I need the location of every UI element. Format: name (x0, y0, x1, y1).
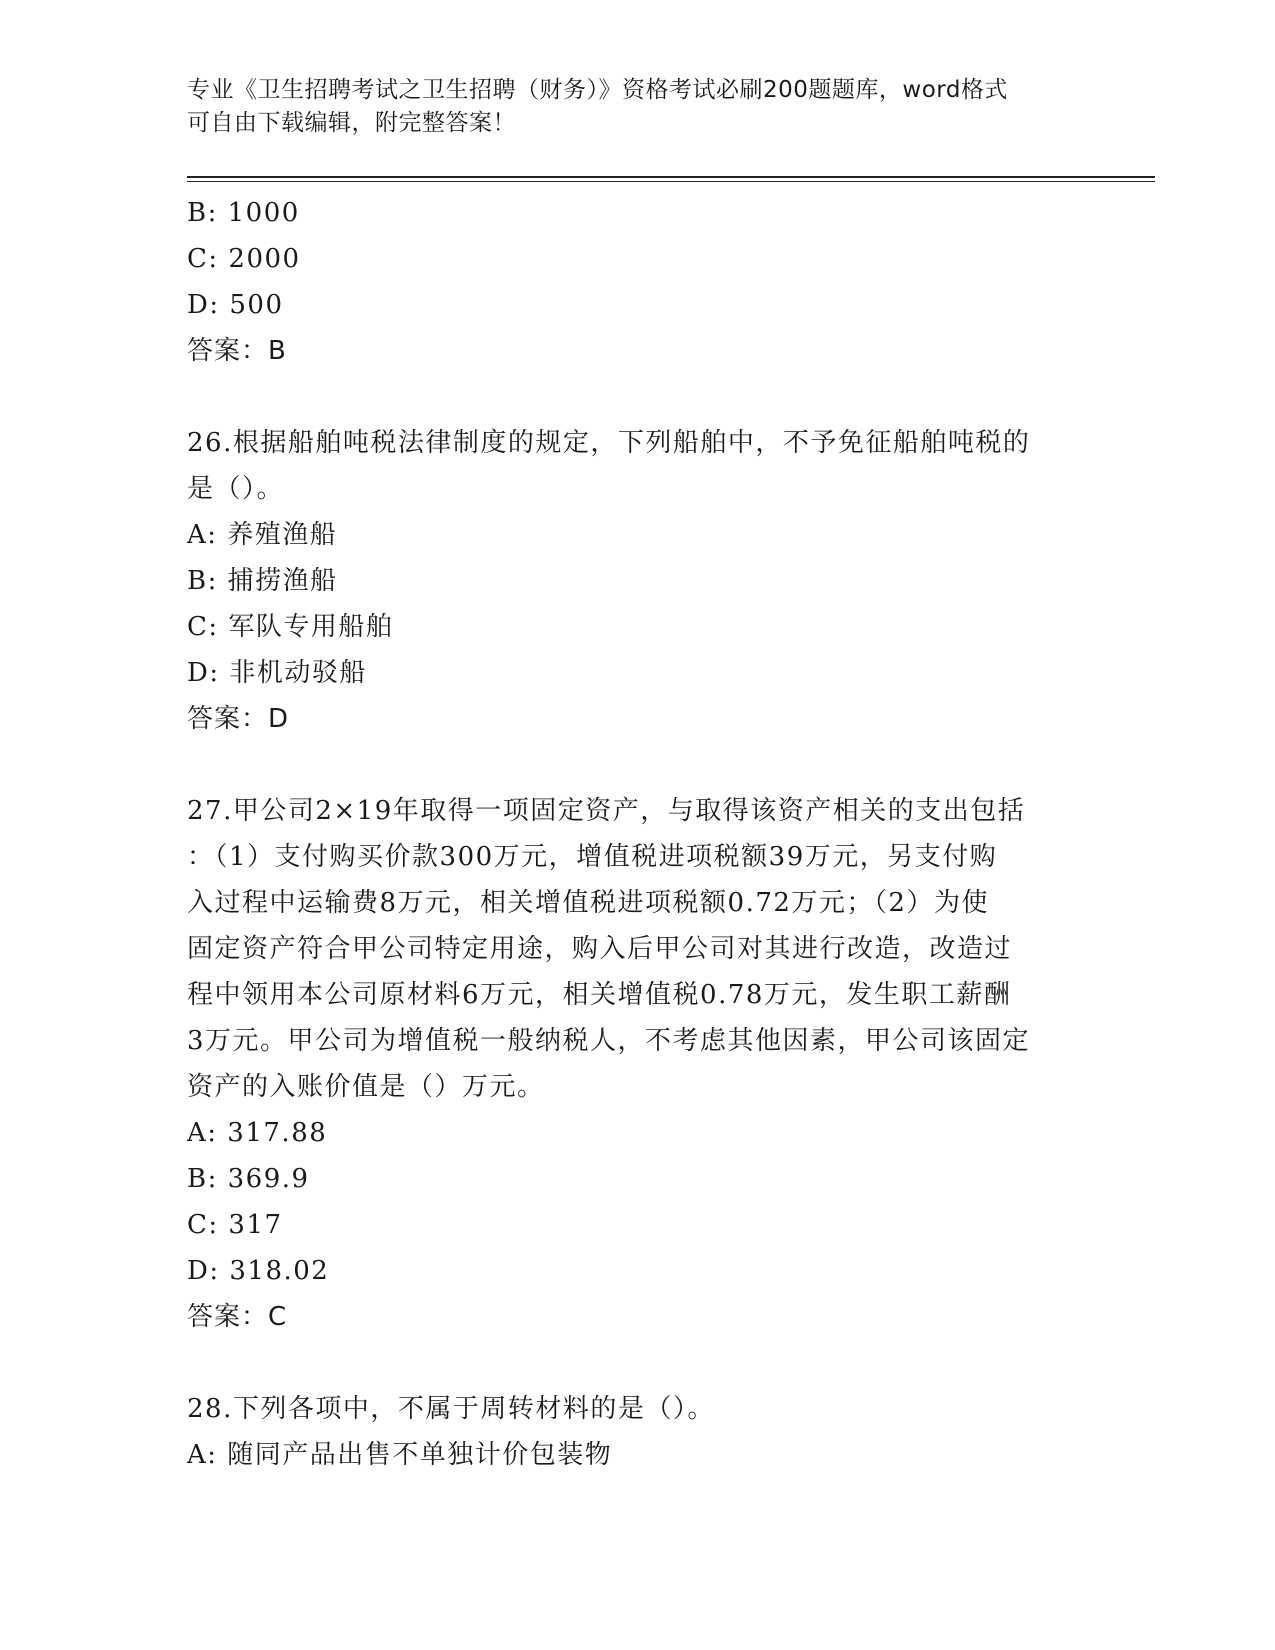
q27-stem-line-2: ：（1）支付购买价款300万元，增值税进项税额39万元，另支付购 (187, 842, 998, 872)
q27-option-b: B: 369.9 (187, 1164, 310, 1194)
q27-stem-line-7: 资产的入账价值是（）万元。 (187, 1072, 545, 1102)
q27-option-a: A: 317.88 (187, 1118, 328, 1148)
header-line-2: 可自由下载编辑，附完整答案！ (187, 110, 516, 136)
header-divider-thick (187, 176, 1155, 178)
q26-answer: 答案：D (187, 704, 290, 734)
q26-option-a: A: 养殖渔船 (187, 520, 338, 550)
spacer (187, 374, 1087, 420)
q25-option-c: C: 2000 (187, 244, 301, 274)
q27-stem-line-6: 3万元。甲公司为增值税一般纳税人，不考虑其他因素，甲公司该固定 (187, 1026, 1031, 1056)
q26-stem-line-2: 是（）。 (187, 474, 285, 504)
q25-answer: 答案：B (187, 336, 287, 366)
q26-option-d: D: 非机动驳船 (187, 658, 367, 688)
header-line-1: 专业《卫生招聘考试之卫生招聘（财务）》资格考试必刷200题题库，word格式 (187, 77, 1008, 103)
q25-option-d: D: 500 (187, 290, 284, 320)
q26-stem-line-1: 26.根据船舶吨税法律制度的规定，下列船舶中，不予免征船舶吨税的 (187, 428, 1031, 458)
q27-option-c: C: 317 (187, 1210, 283, 1240)
question-25 (187, 190, 1087, 374)
question-27 (187, 788, 1087, 1340)
q28-option-a: A: 随同产品出售不单独计价包装物 (187, 1440, 613, 1470)
question-list (187, 190, 1087, 1478)
spacer (187, 1340, 1087, 1386)
q27-stem-line-5: 程中领用本公司原材料6万元，相关增值税0.78万元，发生职工薪酬 (187, 980, 1012, 1010)
q26-option-c: C: 军队专用船舶 (187, 612, 394, 642)
question-28 (187, 1386, 1087, 1478)
document-header (187, 74, 1067, 140)
q26-option-b: B: 捕捞渔船 (187, 566, 338, 596)
header-divider-thin (187, 181, 1155, 182)
q27-answer: 答案：C (187, 1302, 288, 1332)
q28-stem-line-1: 28.下列各项中，不属于周转材料的是（）。 (187, 1394, 715, 1424)
q27-stem-line-3: 入过程中运输费8万元，相关增值税进项税额0.72万元；（2）为使 (187, 888, 989, 918)
q27-stem-line-1: 27.甲公司2×19年取得一项固定资产，与取得该资产相关的支出包括 (187, 796, 1026, 826)
q25-option-b: B: 1000 (187, 198, 300, 228)
question-26 (187, 420, 1087, 742)
q27-stem-line-4: 固定资产符合甲公司特定用途，购入后甲公司对其进行改造，改造过 (187, 934, 1013, 964)
q27-option-d: D: 318.02 (187, 1256, 330, 1286)
spacer (187, 742, 1087, 788)
